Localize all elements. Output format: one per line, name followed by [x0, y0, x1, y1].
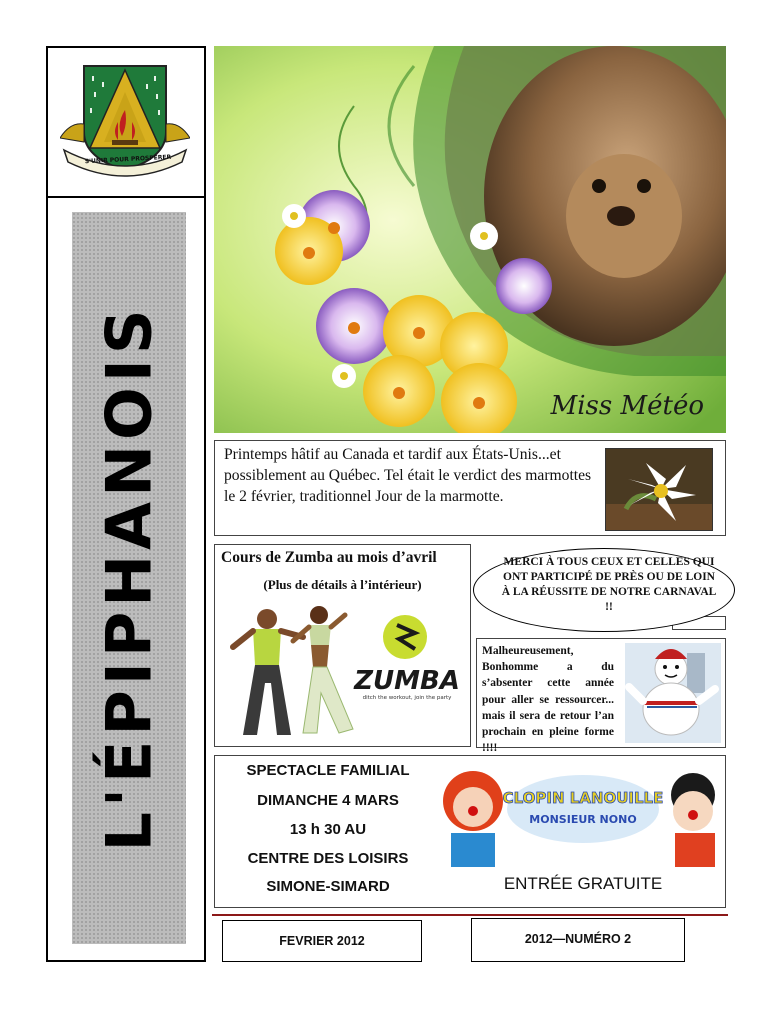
- zumba-subtitle: (Plus de détails à l’intérieur): [263, 577, 422, 592]
- spectacle-line-3: 13 h 30 AU: [289, 821, 367, 838]
- spectacle-line-5: SIMONE-SIMARD: [266, 878, 390, 895]
- masthead-strip: [72, 212, 186, 944]
- merci-text: MERCI À TOUS CEUX ET CELLES QUI ONT PARTICIPÉ DE PRÈS OU DE LOIN À LA RÉUSSITE DE NOTRE CARNAVAL !!: [501, 556, 717, 613]
- issue-date: FEVRIER 2012: [279, 934, 365, 948]
- spectacle-line-2: DIMANCHE 4 MARS: [257, 792, 399, 809]
- issue-date-box: [222, 920, 422, 962]
- hero-caption: Miss Météo: [550, 391, 704, 421]
- zumba-logo: ZUMBA: [354, 666, 460, 696]
- footer-divider: [212, 914, 728, 916]
- male-dancer: [233, 609, 303, 735]
- issue-number: 2012—NUMÉRO 2: [524, 932, 632, 946]
- zumba-tagline: ditch the workout, join the party: [362, 695, 452, 701]
- crest-panel: [46, 46, 206, 198]
- female-dancer: [293, 606, 353, 733]
- groundhog-article: [214, 440, 726, 536]
- clown-show-banner: [443, 761, 723, 867]
- spectacle-line-4: CENTRE DES LOISIRS: [247, 850, 409, 867]
- issue-number-box: [471, 918, 685, 962]
- zumba-title: Cours de Zumba au mois d’avril: [221, 549, 437, 566]
- groundhog-article-text: Printemps hâtif au Canada et tardif aux États-Unis...et possiblement au Québec. Tel était le verdict des marmottes le 2 février, traditionnel Jour de la marmotte.: [224, 446, 592, 505]
- bloodroot-flower-photo: [605, 448, 713, 531]
- crest-motto: S'UNIR POUR PROSPÉRER: [84, 153, 172, 166]
- red-haired-clown: [443, 771, 503, 867]
- bonhomme-text: Malheureusement, Bonhomme a du s’absenter cette année pour aller se ressourcer... mais il sera de retour l’an prochain en pleine forme !!!!: [482, 645, 614, 755]
- zumba-dancers-image: [219, 603, 467, 743]
- newsletter-title: L'ÉPIPHANOIS: [92, 304, 166, 852]
- admission-label: ENTRÉE GRATUITE: [503, 874, 663, 893]
- groundhog-pansies-illustration: [214, 46, 726, 433]
- bonhomme-carnaval-image: [625, 643, 721, 743]
- hat-clown: [671, 773, 715, 867]
- spectacle-notice: [214, 755, 726, 908]
- spectacle-line-1: SPECTACLE FAMILIAL: [246, 762, 410, 779]
- clown-banner-sub: MONSIEUR NONO: [529, 813, 637, 826]
- merci-callout: [473, 548, 735, 632]
- hero-image: [214, 46, 726, 433]
- clown-banner-title: CLOPIN LANOUILLE: [502, 789, 664, 807]
- bonhomme-notice: [476, 638, 726, 755]
- zumba-notice: [214, 544, 471, 747]
